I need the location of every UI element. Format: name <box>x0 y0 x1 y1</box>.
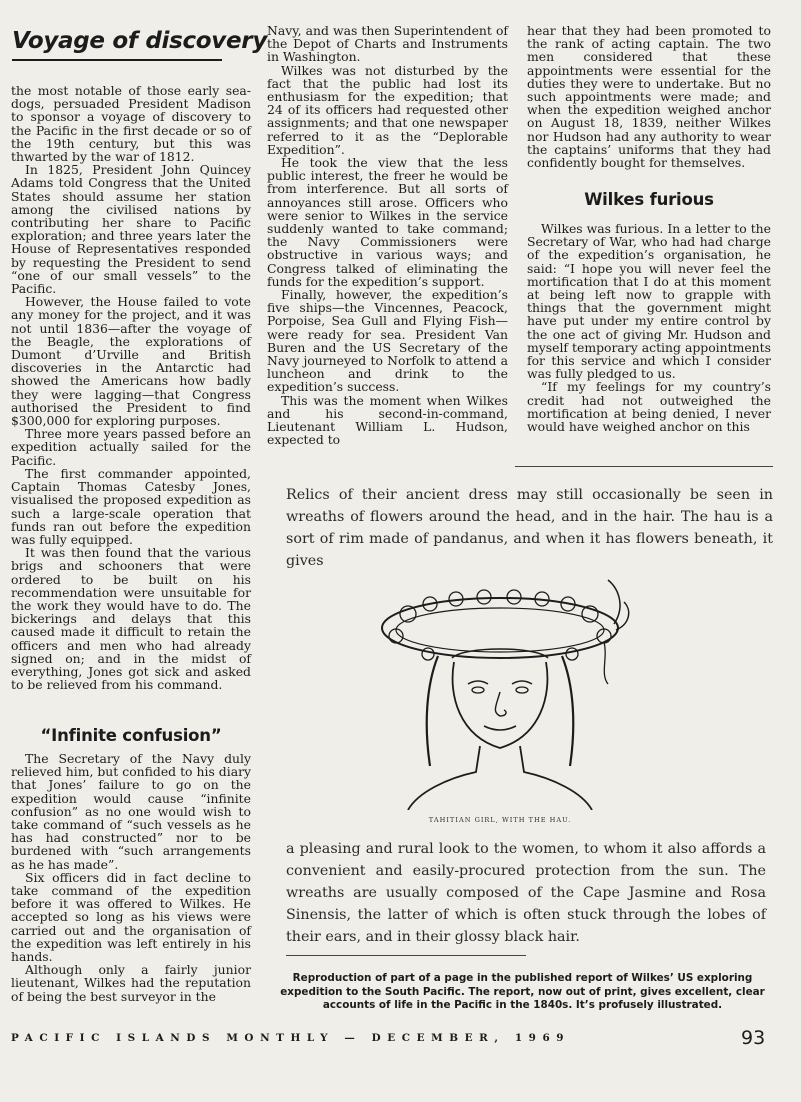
footer-magazine-line: PACIFIC ISLANDS MONTHLY — DECEMBER, 1969 <box>11 1032 571 1044</box>
subheading-infinite-confusion: “Infinite confusion” <box>40 726 222 745</box>
column-3-continued <box>527 222 771 433</box>
paragraph: The Secretary of the Navy duly relieved him, but confided to his diary that Jones’ failure to go on the expedition would cause “infinite confusion” as no one would wish to take command of “such vessels as he has had constructed” nor to be burdened with “such arrangements as he has made”. <box>11 751 251 872</box>
paragraph: Wilkes was not disturbed by the fact that the public had lost its enthusiasm for the expedition; that 24 of its officers had requested other assignments; and that one newspaper referred to it as the “Deplorable Expedition”. <box>267 62 508 157</box>
excerpt-bottom-rule <box>286 955 526 956</box>
column-3 <box>527 24 771 169</box>
excerpt-text-top: Relics of their ancient dress may still occasionally be seen in wreaths of flowers around the head, and in the hair. The hau is a sort of rim made of pandanus, and when it has flowers beneath, it gives <box>286 487 773 569</box>
illustration-caption: TAHITIAN GIRL, WITH THE HAU. <box>428 816 572 824</box>
paragraph: Three more years passed before an expedition actually sailed for the Pacific. <box>11 426 251 468</box>
paragraph: Although only a fairly junior lieutenant, Wilkes had the reputation of being the best surveyor in the <box>11 962 251 1004</box>
excerpt-top-rule <box>515 466 773 467</box>
paragraph: Six officers did in fact decline to take command of the expedition before it was offered to Wilkes. He accepted so long as his views were carried out and the organisation of the expedition was left entirely in his hands. <box>11 869 251 965</box>
paragraph: The first commander appointed, Captain Thomas Catesby Jones, visualised the proposed expedition as such a large-scale operation that funds ran out before the expedition was fully equipped. <box>11 465 251 547</box>
column-1-continued <box>11 752 251 1003</box>
article-title: Voyage of discovery <box>12 28 268 54</box>
paragraph: “If my feelings for my country’s credit had not outweighed the mortification at being denied, I never would have weighed anchor on this <box>527 379 771 435</box>
paragraph: In 1825, President John Quincey Adams told Congress that the United States should assume her station among the civilised nations by contributing her share to Pacific exploration; and three years later the House of Representatives responded by requesting the President to send “one of our small vessels” to the Pacific. <box>11 162 251 297</box>
column-2 <box>267 24 508 447</box>
paragraph: It was then found that the various brigs and schooners that were ordered to be built on his recommendation were unsuitable for the work they would have to do. The bickerings and delays that this caused made it difficult to retain the officers and men who had already signed on; and in the midst of everything, Jones got sick and asked to be relieved from his command. <box>11 545 251 693</box>
subheading-wilkes-furious: Wilkes furious <box>584 190 714 209</box>
paragraph: Navy, and was then Superintendent of the Depot of Charts and Instruments in Washington. <box>267 23 508 65</box>
title-underline <box>12 59 222 61</box>
paragraph: hear that they had been promoted to the rank of acting captain. The two men considered that these appointments were essential for the duties they were to undertake. But no such appointments were made; and when the expedition weighed anchor on August 18, 1839, neither Wilkes nor Hudson had any authority to wear the captains’ uniforms that they had confidently bought for themselves. <box>527 23 771 171</box>
paragraph: He took the view that the less public interest, the freer he would be from interference. But all sorts of annoyances still arose. Officers who were senior to Wilkes in the service suddenly wanted to take command; the Navy Commissioners were obstructive in various ways; and Congress talked of eliminating the funds for the expedition’s support. <box>267 155 508 289</box>
paragraph: the most notable of those early sea-dogs, persuaded President Madison to sponsor a voyage of discovery to the Pacific in the first decade or so of the 19th century, but this was thwarted by the war of 1812. <box>11 83 251 165</box>
paragraph: Wilkes was furious. In a letter to the Secretary of War, who had had charge of the expedition’s organisation, he said: “I hope you will never feel the mortification that I do at this moment at being left now to grapple with things that the government might have put under my entire control by the one act of giving Mr. Hudson and myself temporary acting appointments for this service and which I consider was fully pledged to us. <box>527 221 771 382</box>
excerpt-text-bottom: a pleasing and rural look to the women, to whom it also affords a convenient and easily-procured protection from the sun. The wreaths are usually composed of the Cape Jasmine and Rosa Sinensis, the latter of which is often stuck through the lobes of their ears, and in their glossy black hair. <box>286 841 766 945</box>
paragraph: Finally, however, the expedition’s five ships—the Vincennes, Peacock, Porpoise, Sea Gull and Flying Fish—were ready for sea. President Van Buren and the US Secretary of the Navy journeyed to Norfolk to attend a luncheon and drink to the expedition’s success. <box>267 287 508 395</box>
column-1 <box>11 84 251 691</box>
tahitian-girl-illustration <box>368 566 632 810</box>
reproduction-note: Reproduction of part of a page in the published report of Wilkes’ US exploring expedition to the South Pacific. The report, now out of print, gives excellent, clear accounts of life in the Pacific in the 1840s. It’s profusely illustrated. <box>280 972 765 1012</box>
page-number: 93 <box>741 1027 766 1049</box>
paragraph: However, the House failed to vote any money for the project, and it was not until 1836—after the voyage of the Beagle, the explorations of Dumont d’Urville and British discoveries in the Antarctic had showed the Americans how badly they were lagging—that Congress authorised the President to find $300,000 for exploring purposes. <box>11 294 251 429</box>
paragraph: This was the moment when Wilkes and his second-in-command, Lieutenant William L. Hudson, expected to <box>267 392 508 448</box>
